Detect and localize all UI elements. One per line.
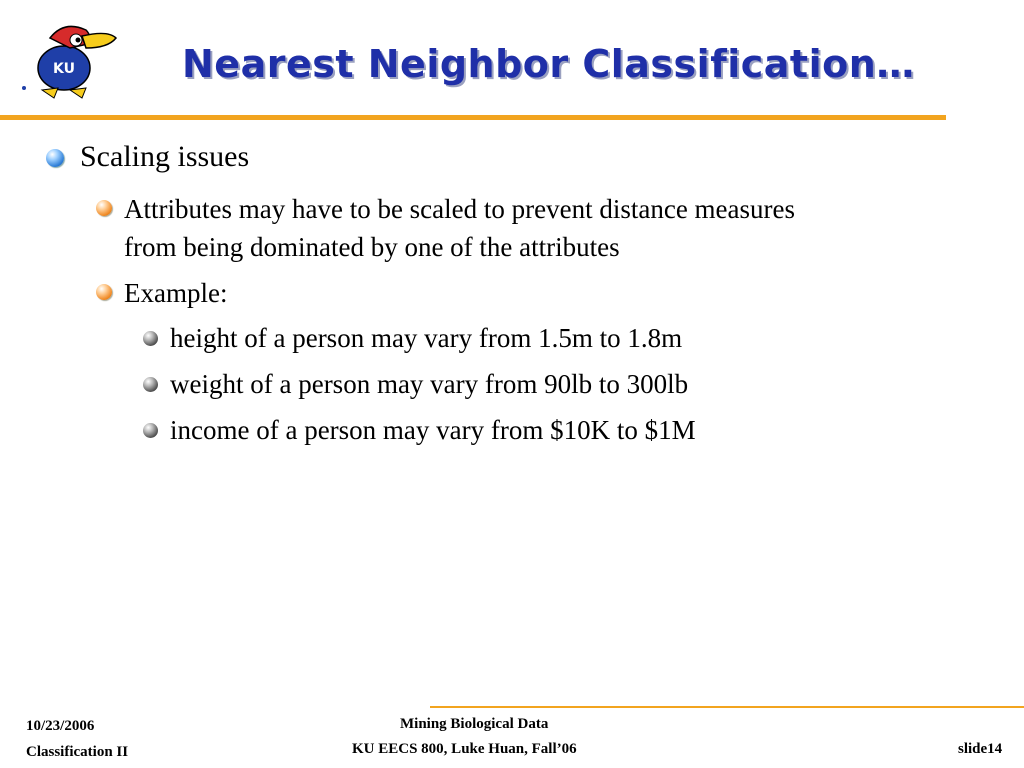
bullet-text: height of a person may vary from 1.5m to 1.8m [170, 323, 683, 353]
orange-bullet-icon [96, 200, 112, 216]
footer-course-info: KU EECS 800, Luke Huan, Fall’06 [352, 741, 577, 757]
bullet-text: Attributes may have to be scaled to prevent distance measures from being dominated by one of the attributes [124, 194, 796, 262]
bullet-text: income of a person may vary from $10K to $1M [170, 415, 696, 445]
gray-bullet-icon [143, 377, 158, 392]
blue-bullet-icon [46, 149, 64, 167]
sub-bullet-income [143, 411, 696, 449]
bullet-text: Scaling issues [80, 140, 250, 173]
jayhawk-logo [20, 18, 120, 100]
gray-bullet-icon [143, 423, 158, 438]
footer-date: 10/23/2006 [26, 718, 95, 734]
orange-bullet-icon [96, 284, 112, 300]
bullet-scaling-issues [46, 140, 249, 174]
bullet-text: weight of a person may vary from 90lb to 300lb [170, 369, 689, 399]
slide-number: slide14 [958, 741, 1003, 757]
footer-course-title: Mining Biological Data [400, 716, 549, 732]
footer-section: Classification II [26, 744, 129, 760]
bullet-example [96, 274, 227, 312]
sub-bullet-weight [143, 365, 688, 403]
slide-title: Nearest Neighbor Classification… [182, 42, 915, 86]
bullet-attributes [96, 190, 795, 266]
footer-divider [430, 706, 1024, 708]
sub-bullet-height [143, 319, 682, 357]
gray-bullet-icon [143, 331, 158, 346]
bullet-text: Example: [124, 278, 228, 308]
title-divider [0, 115, 946, 120]
svg-text:KU: KU [53, 61, 75, 77]
